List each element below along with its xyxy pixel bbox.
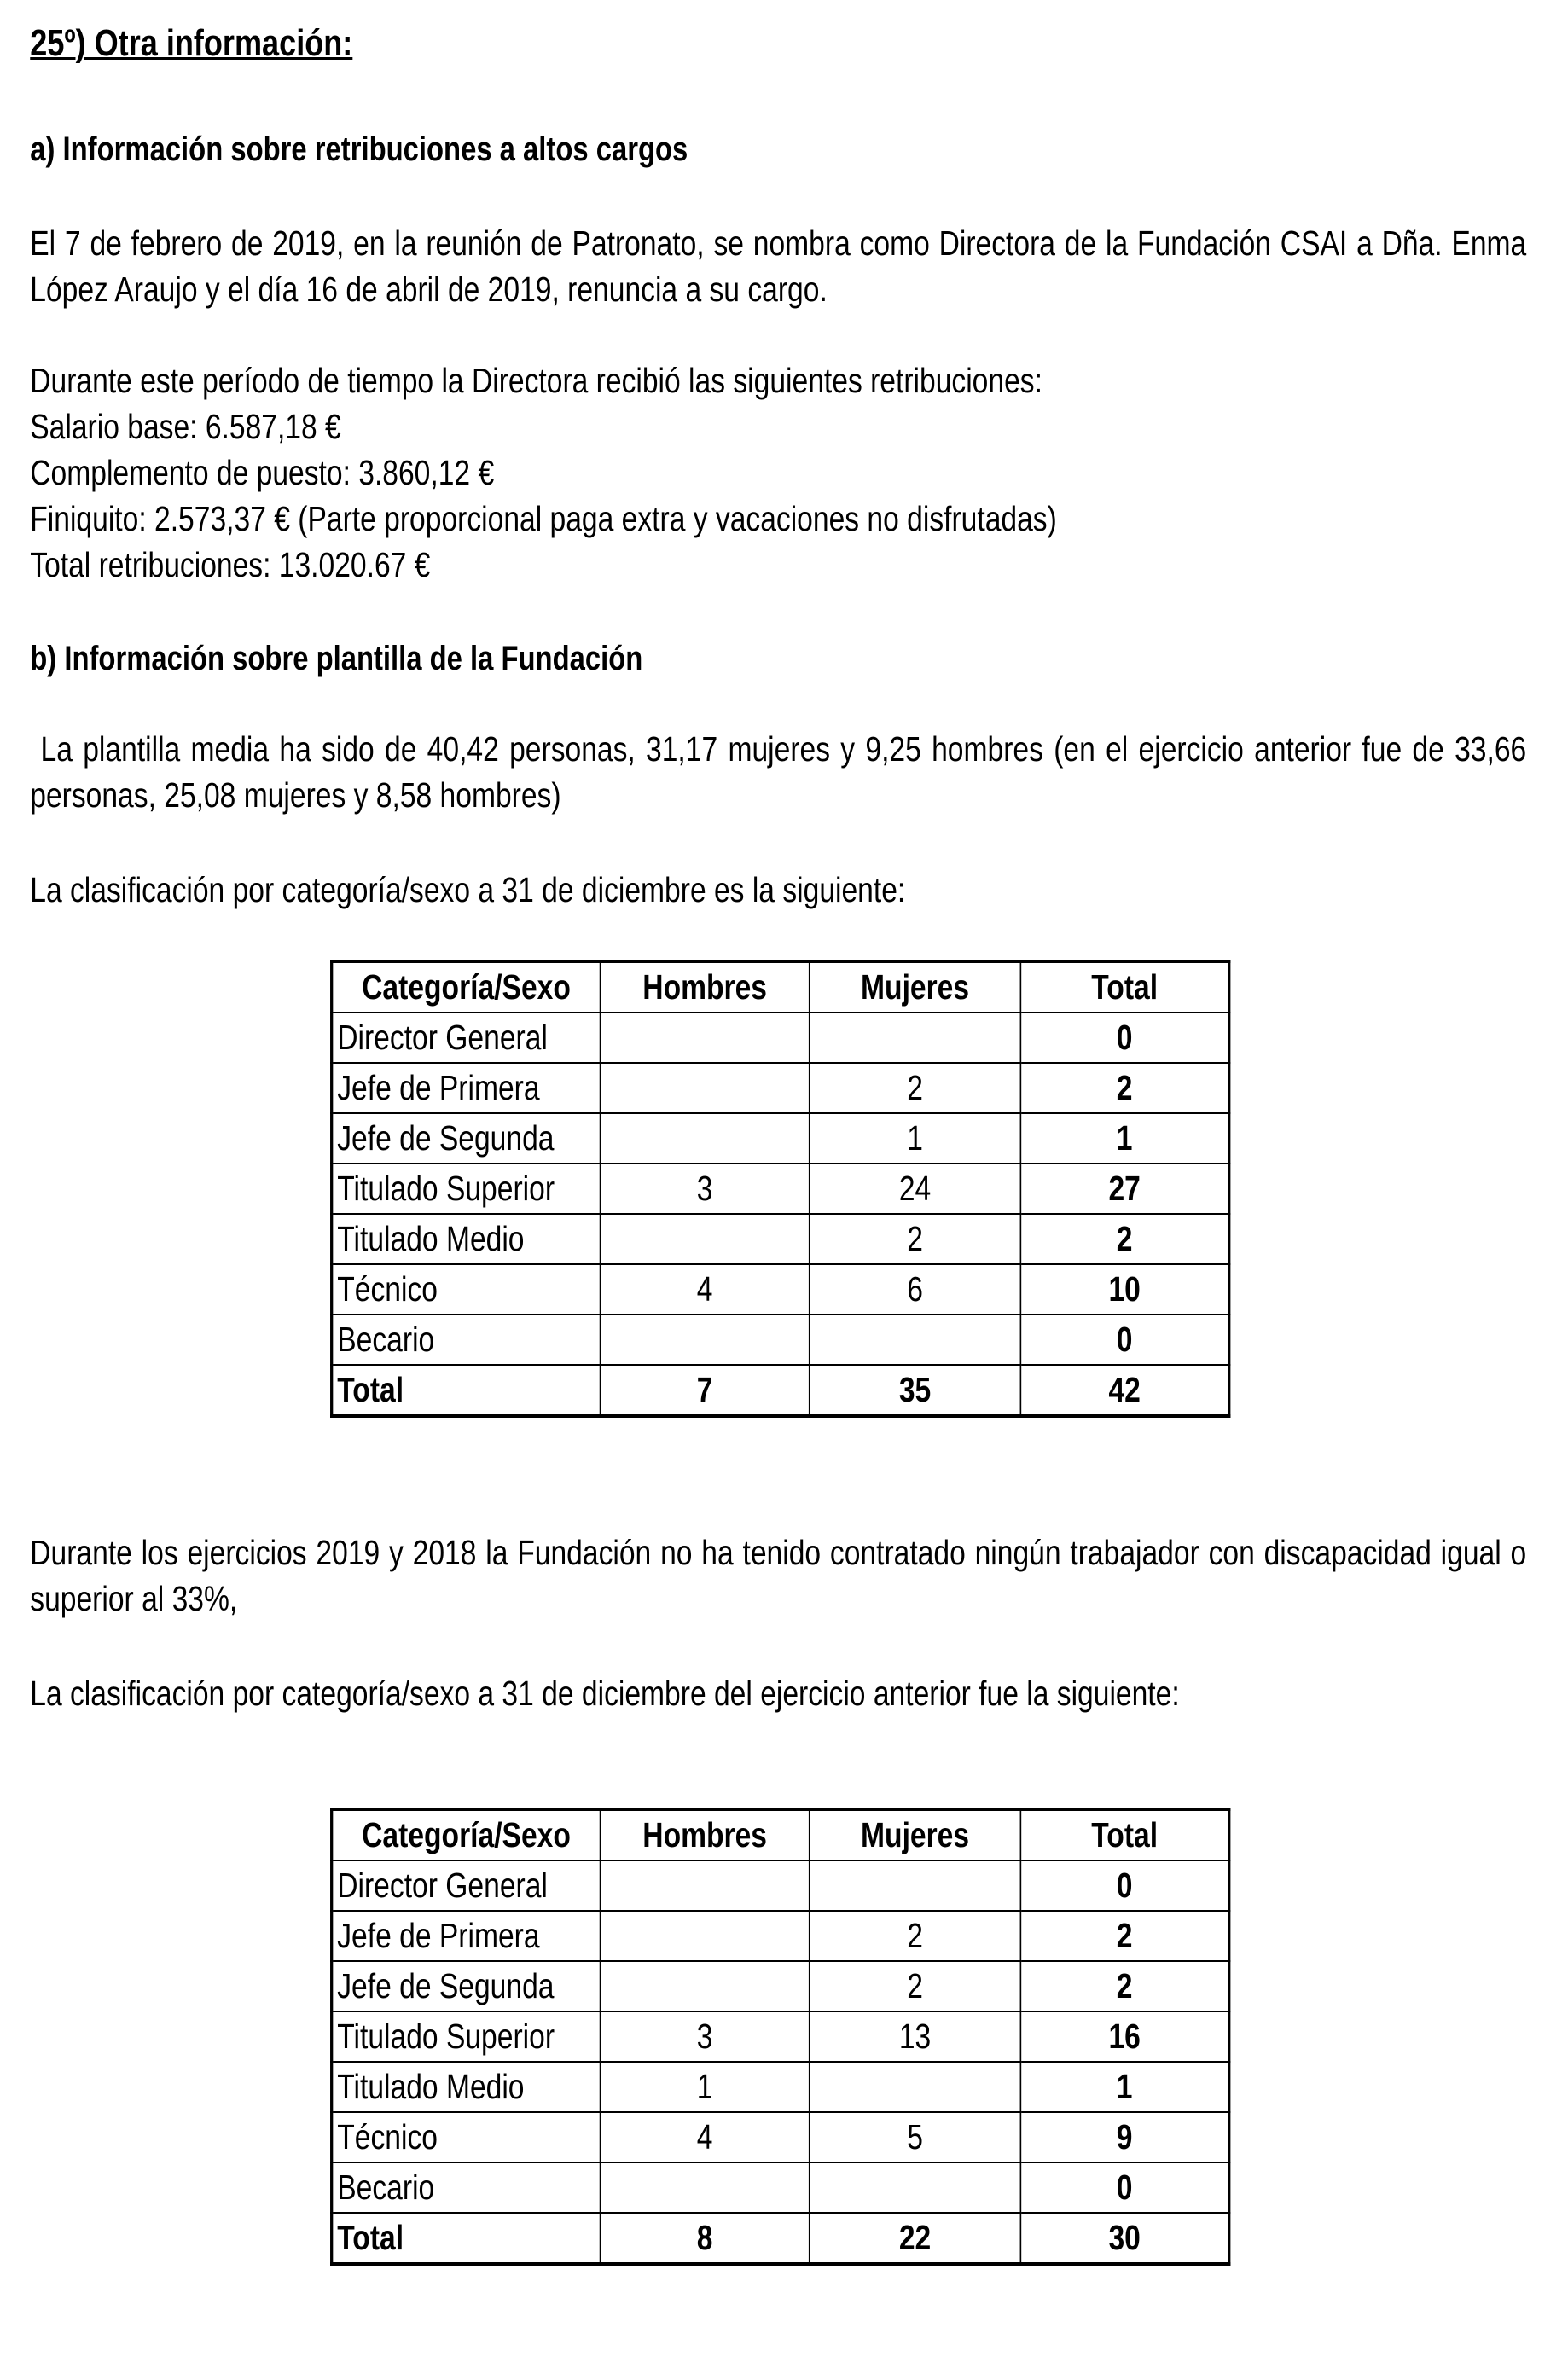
table-row	[332, 2162, 1229, 2213]
hombres-cell	[601, 1961, 810, 2011]
total-cell: 2	[1020, 1961, 1228, 2011]
total-cell: 2	[1020, 1214, 1228, 1264]
total-cell: 42	[1020, 1365, 1228, 1416]
hombres-cell: 8	[601, 2213, 810, 2264]
mujeres-cell	[810, 1860, 1021, 1911]
paragraph-plantilla-media: La plantilla media ha sido de 40,42 personas, 31,17 mujeres y 9,25 hombres (en el ejercicio anterior fue de 33,66 personas, 25,08 mujeres y 8,58 hombres)	[30, 729, 1535, 815]
table1-intro: La clasificación por categoría/sexo a 31 de diciembre es la siguiente:	[30, 870, 906, 909]
table-row	[332, 1911, 1229, 1961]
category-cell: Titulado Superior	[332, 1164, 601, 1214]
column-header: Categoría/Sexo	[332, 1809, 601, 1860]
hombres-cell	[601, 1214, 810, 1264]
category-cell: Titulado Medio	[332, 2062, 601, 2112]
table-row	[332, 1113, 1229, 1164]
hombres-cell: 3	[601, 2011, 810, 2062]
hombres-cell: 3	[601, 1164, 810, 1214]
total-cell: 0	[1020, 2162, 1228, 2213]
hombres-cell: 1	[601, 2062, 810, 2112]
category-cell: Becario	[332, 1315, 601, 1365]
table-total-row	[332, 2213, 1229, 2264]
mujeres-cell	[810, 2062, 1021, 2112]
table-row	[332, 2011, 1229, 2062]
table-row	[332, 1264, 1229, 1315]
category-cell: Técnico	[332, 1264, 601, 1315]
total-cell: 9	[1020, 2112, 1228, 2162]
total-cell: 1	[1020, 1113, 1228, 1164]
hombres-cell: 4	[601, 1264, 810, 1315]
category-cell: Jefe de Segunda	[332, 1113, 601, 1164]
table-row	[332, 1164, 1229, 1214]
total-cell: 0	[1020, 1013, 1228, 1063]
table-row	[332, 1860, 1229, 1911]
column-header: Hombres	[601, 961, 810, 1013]
table-row	[332, 1961, 1229, 2011]
category-cell: Titulado Medio	[332, 1214, 601, 1264]
category-cell: Jefe de Segunda	[332, 1961, 601, 2011]
hombres-cell	[601, 1013, 810, 1063]
table-row	[332, 1214, 1229, 1264]
mujeres-cell	[810, 1013, 1021, 1063]
category-cell: Técnico	[332, 2112, 601, 2162]
category-cell: Becario	[332, 2162, 601, 2213]
total-cell: 2	[1020, 1911, 1228, 1961]
total-cell: 0	[1020, 1315, 1228, 1365]
mujeres-cell: 2	[810, 1063, 1021, 1113]
heading-retribuciones: a) Información sobre retribuciones a altos cargos	[30, 131, 688, 168]
column-header: Categoría/Sexo	[332, 961, 601, 1013]
mujeres-cell: 24	[810, 1164, 1021, 1214]
total-cell: 10	[1020, 1264, 1228, 1315]
table-row	[332, 2062, 1229, 2112]
heading-plantilla: b) Información sobre plantilla de la Fundación	[30, 640, 643, 677]
staff-table-current	[330, 960, 1230, 1418]
mujeres-cell: 2	[810, 1911, 1021, 1961]
category-cell: Total	[332, 2213, 601, 2264]
total-cell: 2	[1020, 1063, 1228, 1113]
hombres-cell: 7	[601, 1365, 810, 1416]
column-header: Mujeres	[810, 1809, 1021, 1860]
salario-base: Salario base: 6.587,18 €	[30, 407, 341, 446]
hombres-cell	[601, 1860, 810, 1911]
hombres-cell	[601, 2162, 810, 2213]
section-title: 25º) Otra información:	[30, 22, 353, 64]
mujeres-cell	[810, 2162, 1021, 2213]
category-cell: Jefe de Primera	[332, 1063, 601, 1113]
table-header-row	[332, 961, 1229, 1013]
mujeres-cell	[810, 1315, 1021, 1365]
category-cell: Jefe de Primera	[332, 1911, 601, 1961]
paragraph-nombramiento: El 7 de febrero de 2019, en la reunión de Patronato, se nombra como Directora de la Fundación CSAI a Dña. Enma López Araujo y el día 16 de abril de 2019, renuncia a su cargo.	[30, 223, 1527, 309]
mujeres-cell: 6	[810, 1264, 1021, 1315]
total-cell: 27	[1020, 1164, 1228, 1214]
hombres-cell: 4	[601, 2112, 810, 2162]
hombres-cell	[601, 1063, 810, 1113]
category-cell: Total	[332, 1365, 601, 1416]
table-row	[332, 2112, 1229, 2162]
mujeres-cell: 35	[810, 1365, 1021, 1416]
mujeres-cell: 5	[810, 2112, 1021, 2162]
mujeres-cell: 2	[810, 1961, 1021, 2011]
disability-paragraph: Durante los ejercicios 2019 y 2018 la Fundación no ha tenido contratado ningún trabajador con discapacidad igual o superior al 33%,	[30, 1533, 1527, 1618]
column-header: Mujeres	[810, 961, 1021, 1013]
column-header: Total	[1020, 961, 1228, 1013]
category-cell: Titulado Superior	[332, 2011, 601, 2062]
hombres-cell	[601, 1113, 810, 1164]
column-header: Hombres	[601, 1809, 810, 1860]
table-header-row	[332, 1809, 1229, 1860]
category-cell: Director General	[332, 1013, 601, 1063]
total-cell: 1	[1020, 2062, 1228, 2112]
finiquito: Finiquito: 2.573,37 € (Parte proporcional paga extra y vacaciones no disfrutadas)	[30, 499, 1057, 538]
table-row	[332, 1013, 1229, 1063]
table-row	[332, 1315, 1229, 1365]
table-total-row	[332, 1365, 1229, 1416]
mujeres-cell: 1	[810, 1113, 1021, 1164]
total-cell: 0	[1020, 1860, 1228, 1911]
mujeres-cell: 2	[810, 1214, 1021, 1264]
total-retribuciones: Total retribuciones: 13.020.67 €	[30, 545, 431, 584]
total-cell: 16	[1020, 2011, 1228, 2062]
category-cell: Director General	[332, 1860, 601, 1911]
staff-table-previous	[330, 1808, 1230, 2266]
table-row	[332, 1063, 1229, 1113]
retribuciones-intro: Durante este período de tiempo la Directora recibió las siguientes retribuciones:	[30, 361, 1042, 400]
hombres-cell	[601, 1911, 810, 1961]
retribuciones-list	[30, 357, 1526, 588]
complemento-puesto: Complemento de puesto: 3.860,12 €	[30, 453, 495, 492]
total-cell: 30	[1020, 2213, 1228, 2264]
mujeres-cell: 13	[810, 2011, 1021, 2062]
column-header: Total	[1020, 1809, 1228, 1860]
table2-intro: La clasificación por categoría/sexo a 31 de diciembre del ejercicio anterior fue la siguiente:	[30, 1674, 1180, 1713]
mujeres-cell: 22	[810, 2213, 1021, 2264]
hombres-cell	[601, 1315, 810, 1365]
